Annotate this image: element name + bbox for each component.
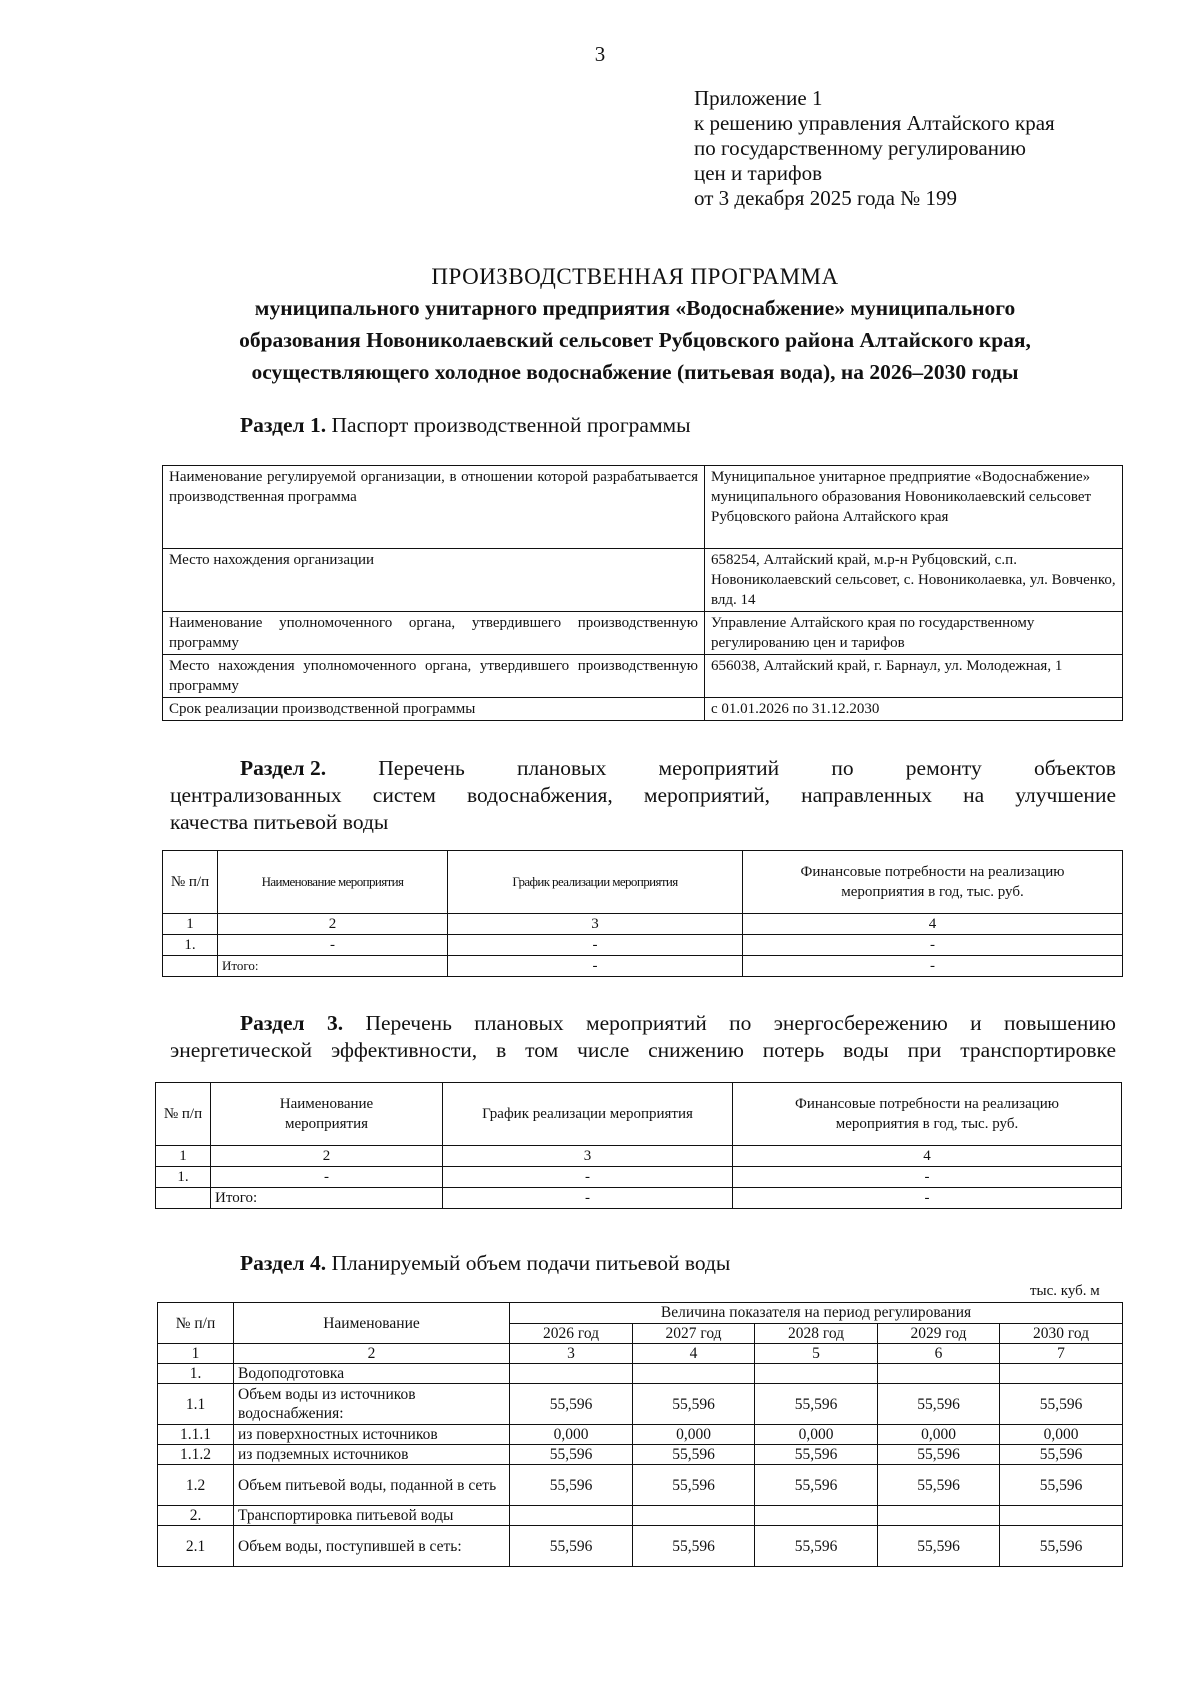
header-cell: Наименование мероприятия xyxy=(211,1083,443,1146)
table-header-row xyxy=(156,1083,1122,1146)
header-cell: № п/п xyxy=(156,1083,211,1146)
table-row xyxy=(163,466,1123,549)
passport-name-cell: Срок реализации производственной программы xyxy=(163,698,705,721)
row-number: 1.1 xyxy=(158,1384,234,1425)
table-row xyxy=(158,1506,1123,1526)
value-cell xyxy=(633,1506,755,1526)
table-cell: - xyxy=(743,956,1123,977)
number-cell: 7 xyxy=(1000,1344,1123,1364)
header-group-cell: Величина показателя на период регулирования xyxy=(510,1303,1123,1324)
table-cell: 1. xyxy=(156,1167,211,1188)
value-cell: 55,596 xyxy=(633,1526,755,1567)
value-cell: 55,596 xyxy=(1000,1384,1123,1425)
header-cell: График реализации мероприятия xyxy=(443,1083,733,1146)
passport-name-cell: Место нахождения уполномоченного органа, утвердившего производственную программу xyxy=(163,655,705,698)
appendix-line: цен и тарифов xyxy=(694,161,823,185)
repair-measures-table xyxy=(162,850,1123,977)
section4-heading xyxy=(240,1250,730,1277)
table-row xyxy=(158,1465,1123,1506)
value-cell: 0,000 xyxy=(510,1425,633,1445)
section1-text: Паспорт производственной программы xyxy=(331,413,691,437)
appendix-block xyxy=(694,86,1055,211)
section1-label: Раздел 1. xyxy=(240,413,327,437)
value-cell: 55,596 xyxy=(878,1526,1000,1567)
value-cell: 55,596 xyxy=(633,1445,755,1465)
table-row xyxy=(158,1384,1123,1425)
header-cell: № п/п xyxy=(158,1303,234,1344)
title-line: образования Новониколаевский сельсовет Рубцовского района Алтайского края, xyxy=(239,328,1031,352)
section3-label: Раздел 3. xyxy=(240,1011,344,1035)
header-cell: Наименование xyxy=(234,1303,510,1344)
row-name: Транспортировка питьевой воды xyxy=(234,1506,510,1526)
header-cell: № п/п xyxy=(163,851,218,914)
number-cell: 2 xyxy=(211,1146,443,1167)
number-cell: 3 xyxy=(448,914,743,935)
number-cell: 1 xyxy=(163,914,218,935)
table-cell xyxy=(156,1188,211,1209)
year-header: 2029 год xyxy=(878,1323,1000,1344)
row-number: 1. xyxy=(158,1364,234,1384)
table-row xyxy=(163,698,1123,721)
year-header: 2027 год xyxy=(633,1323,755,1344)
section2-word: объектов xyxy=(1033,756,1116,780)
total-row xyxy=(156,1188,1122,1209)
title-main: ПРОИЗВОДСТВЕННАЯ ПРОГРАММА xyxy=(431,264,839,289)
table-row xyxy=(156,1167,1122,1188)
row-number: 1.2 xyxy=(158,1465,234,1506)
table-row xyxy=(158,1344,1123,1364)
passport-value-cell: 658254, Алтайский край, м.р-н Рубцовский, с.п. Новониколаевский сельсовет, с. Новониколаевка, ул. Вовченко, влд. 14 xyxy=(705,549,1123,612)
section2-word: плановых xyxy=(516,756,607,780)
table-cell: - xyxy=(443,1167,733,1188)
value-cell xyxy=(755,1364,878,1384)
passport-value-cell: с 01.01.2026 по 31.12.2030 xyxy=(705,698,1123,721)
passport-table xyxy=(162,465,1123,721)
table-row xyxy=(163,914,1123,935)
year-header: 2026 год xyxy=(510,1323,633,1344)
table-row xyxy=(158,1445,1123,1465)
value-cell: 0,000 xyxy=(878,1425,1000,1445)
passport-value-cell: 656038, Алтайский край, г. Барнаул, ул. Молодежная, 1 xyxy=(705,655,1123,698)
table-cell: - xyxy=(443,1188,733,1209)
appendix-line: по государственному регулированию xyxy=(694,136,1026,160)
table-row xyxy=(156,1146,1122,1167)
row-name: из подземных источников xyxy=(234,1445,510,1465)
value-cell: 55,596 xyxy=(510,1465,633,1506)
passport-name-cell: Место нахождения организации xyxy=(163,549,705,612)
page-number: 3 xyxy=(594,42,606,66)
value-cell: 55,596 xyxy=(878,1465,1000,1506)
value-cell: 55,596 xyxy=(1000,1465,1123,1506)
section4-label: Раздел 4. xyxy=(240,1251,327,1275)
passport-value-cell: Управление Алтайского края по государственному регулированию цен и тарифов xyxy=(705,612,1123,655)
units-label: тыс. куб. м xyxy=(1030,1283,1100,1299)
value-cell: 55,596 xyxy=(633,1384,755,1425)
value-cell: 55,596 xyxy=(878,1445,1000,1465)
total-label: Итого: xyxy=(211,1188,443,1209)
value-cell: 55,596 xyxy=(755,1445,878,1465)
row-number: 1.1.2 xyxy=(158,1445,234,1465)
number-cell: 2 xyxy=(218,914,448,935)
value-cell xyxy=(878,1364,1000,1384)
number-cell: 4 xyxy=(743,914,1123,935)
value-cell: 55,596 xyxy=(755,1526,878,1567)
section3-line: энергетической эффективности, в том числе снижению потерь воды при транспортировке xyxy=(170,1038,1116,1062)
table-header-row xyxy=(163,851,1123,914)
section2-word: ремонту xyxy=(905,756,982,780)
table-header-row xyxy=(158,1303,1123,1324)
value-cell xyxy=(510,1506,633,1526)
year-header: 2030 год xyxy=(1000,1323,1123,1344)
value-cell xyxy=(510,1364,633,1384)
passport-value-cell: Муниципальное унитарное предприятие «Водоснабжение» муниципального образования Новониколаевский сельсовет Рубцовского района Алтайского края xyxy=(705,466,1123,549)
table-cell: 1. xyxy=(163,935,218,956)
appendix-line: от 3 декабря 2025 года № 199 xyxy=(694,186,957,210)
section2-label: Раздел 2. xyxy=(240,756,327,780)
appendix-line: Приложение 1 xyxy=(694,86,823,110)
table-cell: - xyxy=(448,935,743,956)
row-name: из поверхностных источников xyxy=(234,1425,510,1445)
value-cell xyxy=(755,1506,878,1526)
title-line: муниципального унитарного предприятия «Водоснабжение» муниципального xyxy=(254,296,1016,320)
passport-name-cell: Наименование регулируемой организации, в отношении которой разрабатывается производственная программа xyxy=(163,466,705,549)
value-cell: 55,596 xyxy=(878,1384,1000,1425)
row-number: 2.1 xyxy=(158,1526,234,1567)
value-cell xyxy=(878,1506,1000,1526)
number-cell: 3 xyxy=(443,1146,733,1167)
section2-line: качества питьевой воды xyxy=(170,810,389,834)
section2-word: по xyxy=(831,756,854,780)
value-cell: 0,000 xyxy=(755,1425,878,1445)
header-cell: Финансовые потребности на реализацию мероприятия в год, тыс. руб. xyxy=(733,1083,1122,1146)
table-cell: - xyxy=(733,1167,1122,1188)
value-cell: 55,596 xyxy=(1000,1526,1123,1567)
value-cell: 55,596 xyxy=(510,1445,633,1465)
section2-word: Перечень xyxy=(378,756,465,780)
table-cell xyxy=(163,956,218,977)
row-number: 2. xyxy=(158,1506,234,1526)
passport-name-cell: Наименование уполномоченного органа, утвердившего производственную программу xyxy=(163,612,705,655)
value-cell xyxy=(1000,1364,1123,1384)
title-line: осуществляющего холодное водоснабжение (питьевая вода), на 2026–2030 годы xyxy=(251,360,1019,384)
section2-line: централизованных систем водоснабжения, мероприятий, направленных на улучшение xyxy=(170,783,1116,807)
table-row xyxy=(158,1425,1123,1445)
header-cell: Наименование мероприятия xyxy=(218,851,448,914)
row-name: Объем воды из источников водоснабжения: xyxy=(234,1384,510,1425)
section2-word: мероприятий xyxy=(658,756,780,780)
document-title xyxy=(140,262,1130,388)
table-cell: - xyxy=(448,956,743,977)
total-row xyxy=(163,956,1123,977)
number-cell: 4 xyxy=(733,1146,1122,1167)
table-row xyxy=(163,612,1123,655)
row-name: Объем воды, поступившей в сеть: xyxy=(234,1526,510,1567)
row-number: 1.1.1 xyxy=(158,1425,234,1445)
table-cell: - xyxy=(218,935,448,956)
table-row xyxy=(163,549,1123,612)
table-row xyxy=(158,1364,1123,1384)
number-cell: 2 xyxy=(234,1344,510,1364)
row-name: Объем питьевой воды, поданной в сеть xyxy=(234,1465,510,1506)
value-cell xyxy=(633,1364,755,1384)
header-cell: График реализации мероприятия xyxy=(448,851,743,914)
table-cell: - xyxy=(211,1167,443,1188)
section3-line: Перечень плановых мероприятий по энергосбережению и повышению xyxy=(365,1011,1116,1035)
number-cell: 5 xyxy=(755,1344,878,1364)
value-cell: 0,000 xyxy=(633,1425,755,1445)
table-row xyxy=(163,935,1123,956)
section2-heading xyxy=(170,755,1116,836)
value-cell: 55,596 xyxy=(633,1465,755,1506)
water-volume-table xyxy=(157,1302,1123,1567)
value-cell xyxy=(1000,1506,1123,1526)
number-cell: 4 xyxy=(633,1344,755,1364)
table-row xyxy=(163,655,1123,698)
year-header: 2028 год xyxy=(755,1323,878,1344)
total-label: Итого: xyxy=(218,956,448,977)
energy-saving-table xyxy=(155,1082,1122,1209)
table-row xyxy=(158,1526,1123,1567)
section1-heading xyxy=(240,412,691,439)
section3-heading xyxy=(170,1010,1116,1064)
value-cell: 55,596 xyxy=(755,1384,878,1425)
value-cell: 55,596 xyxy=(1000,1445,1123,1465)
number-cell: 6 xyxy=(878,1344,1000,1364)
row-name: Водоподготовка xyxy=(234,1364,510,1384)
value-cell: 55,596 xyxy=(510,1526,633,1567)
appendix-line: к решению управления Алтайского края xyxy=(694,111,1055,135)
header-cell: Финансовые потребности на реализацию мероприятия в год, тыс. руб. xyxy=(743,851,1123,914)
number-cell: 3 xyxy=(510,1344,633,1364)
value-cell: 55,596 xyxy=(510,1384,633,1425)
section4-text: Планируемый объем подачи питьевой воды xyxy=(331,1251,731,1275)
number-cell: 1 xyxy=(158,1344,234,1364)
table-cell: - xyxy=(743,935,1123,956)
number-cell: 1 xyxy=(156,1146,211,1167)
value-cell: 55,596 xyxy=(755,1465,878,1506)
table-cell: - xyxy=(733,1188,1122,1209)
value-cell: 0,000 xyxy=(1000,1425,1123,1445)
